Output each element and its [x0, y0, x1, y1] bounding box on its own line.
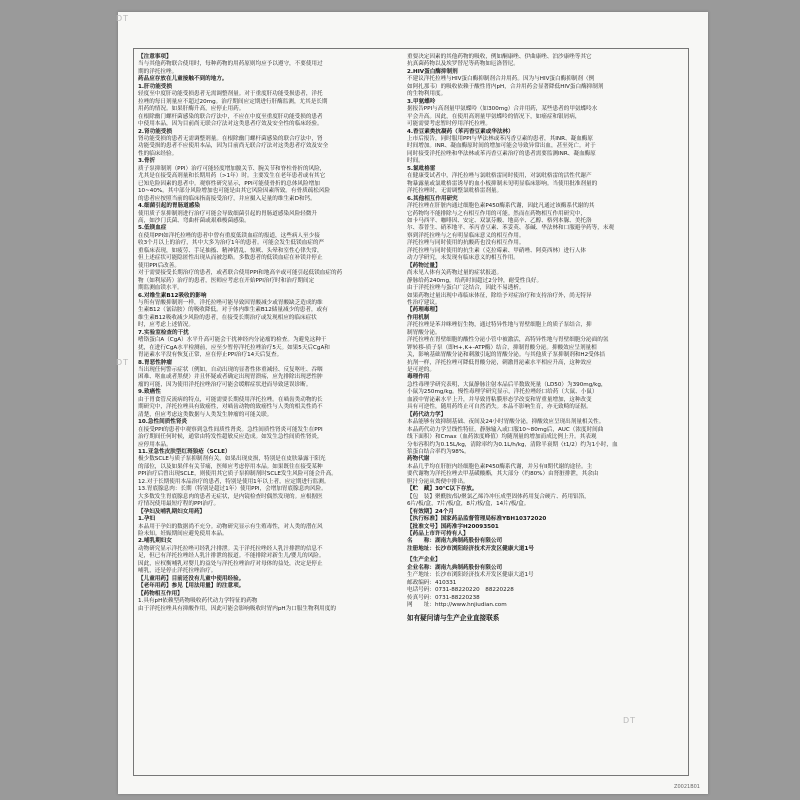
text-line: 但上述症状可能隐匿性出现从而被忽略。多数患者的低镁血症在补镁并停止: [138, 255, 323, 262]
text-line: 用药的情况。如果肝酶升高，应停止用药。: [138, 106, 245, 113]
text-line: 【生产企业】: [407, 557, 441, 564]
text-line: 8.胃恶性肿瘤: [138, 359, 172, 366]
text-line: 抗真菌药物以及埃罗替尼等药物如厄洛替尼。: [407, 61, 519, 68]
text-line: 不建议洋托拉唑与HIV蛋白酶抑制剂合并用药。因为与HIV蛋白酶抑制剂（例: [407, 76, 595, 83]
text-line: 时，应考虑上述情况。: [138, 322, 194, 329]
text-line: 9.致癌性: [138, 389, 161, 396]
text-line: 动力学研究，未发现有临床意义的相互作用。: [407, 255, 519, 262]
text-line: 洋托拉唑与同时使用的抗酸药也没有相互作用。: [407, 240, 525, 247]
text-line: 制胃酸分泌。: [407, 329, 441, 336]
text-line: 名 称：湖南九典制药股份有限公司: [407, 538, 503, 545]
text-line: 因此，应权衡哺乳对婴儿的益处与洋托拉唑治疗对母体的益处，决定是停止: [138, 560, 323, 567]
text-line: 高，如沙门氏菌、弯曲杆菌或艰难梭菌感染。: [138, 217, 250, 224]
text-line: 维生素B12吸收减少风险的患者，在接受长期治疗或发现相应的临床症状: [138, 314, 317, 321]
text-line: 收3个月以上的治疗，其中大多为治疗1年的患者。可能会发生低镁血症的严: [138, 240, 325, 247]
text-line: 10.急性间质性肾炎: [138, 419, 188, 426]
text-line: 生素B12（氰钴胺）的吸收降低。对于体内维生素B12储量减少的患者，或有: [138, 307, 328, 314]
text-line: 性治疗建议。: [407, 299, 441, 306]
text-line: 轻度至中度肝功能受损患者无需调整剂量。对于重度肝功能受损患者，洋托: [138, 91, 323, 98]
text-line: 瘤的可能，因为使用洋托拉唑治疗可能会缓解症状进而导致延误诊断。: [138, 381, 312, 388]
text-line: 2.HIV蛋白酶抑制剂: [407, 68, 458, 75]
text-line: 平会升高。因此，在使用高剂量甲氨蝶呤的情况下，如癌症和银屑病，: [407, 113, 581, 120]
text-line: 2.哺乳期妇女: [138, 538, 172, 545]
text-line: 6片/板/盒，7片/板/盒，8片/板/盒，14片/板/盒。: [407, 501, 530, 508]
text-line: 3.甲氨蝶呤: [407, 98, 436, 105]
text-line: 足，但已有洋托拉唑经人乳汁排泄的报道。不能排除对新生儿/婴儿的风险。: [138, 553, 325, 560]
text-line: 邮政编码：410331: [407, 579, 457, 586]
text-line: 【儿童用药】目前还没有儿童中使用经验。: [138, 575, 245, 582]
text-line: 险未知。妊娠期间应避免使用本品。: [138, 531, 228, 537]
text-line: 期研究中，洋托拉唑具有致癌性，对啮齿动物的致癌性与人类的相关性尚不: [138, 404, 323, 411]
text-line: 【包 装】聚酰胺/铝/聚氯乙烯冷冲压成型固体药用复合硬片、药用铝箔，: [407, 493, 590, 500]
text-line: 重要决定因素的其他药物的吸收，例如酮康唑、伊曲康唑、泊沙康唑等其它: [407, 54, 592, 60]
text-line: 毒理作用: [407, 374, 430, 381]
text-line: 扰，在进行CgA水平检测前，应至少暂停洋托拉唑治疗5天。如果5天后CgA和: [138, 344, 330, 351]
text-line: 1.肝功能受损: [138, 83, 172, 90]
text-line: 洋托拉唑是苯并咪唑衍生物，通过特异性地与胃壁细胞上的质子泵结合，抑: [407, 322, 592, 329]
text-line: 胃泌素水平没有恢复正常，应在停止PPI治疗14天后复查。: [138, 352, 283, 359]
text-line: 肾功能受损的患者无需调整剂量。在根除幽门螺杆菌感染的联合疗法中，肾: [138, 135, 323, 142]
text-line: 【执行标准】国家药品监督管理局标准YBH10372020: [407, 516, 547, 523]
text-line: 由于洋托拉唑与蛋白广泛结合，因此不易透析。: [407, 285, 525, 292]
text-line: 注册地址：长沙市浏阳经济技术开发区健康大道1号: [407, 545, 534, 552]
text-line: 具有可逆性，随用药终止可自然消失。本品不影响生育，亦无致畸的证据。: [407, 404, 592, 411]
text-line: 极少数SCLE与质子泵抑制剂有关。如果出现皮损，特别是在皮肤暴露于阳光: [138, 456, 326, 463]
text-line: 洋托拉唑与同时使用的抗生素（克拉霉素、甲硝唑、阿莫西林）进行人体: [407, 247, 587, 254]
text-line: 嗜铬蛋白A（CgA）水平升高可能会干扰神经内分泌瘤的检查。为避免这种干: [138, 337, 327, 344]
text-line: 拉唑的每日剂量应不超过20mg。治疗期间应定期进行肝酶监测，尤其是长期: [138, 98, 328, 105]
text-line: 重临床表现，如疲劳、手足抽搐、精神错乱、惊厥、头晕和室性心律失常，: [138, 247, 323, 254]
text-line: 据报告PPI与高剂量甲氨蝶呤（如300mg）合并用药，某些患者的甲氨蝶呤水: [407, 106, 598, 113]
text-line: 企业名称：湖南九典制药股份有限公司: [407, 564, 503, 571]
text-line: 药物代谢: [407, 456, 430, 463]
watermark-top-left: DT: [116, 14, 130, 23]
text-line: 【注意事项】: [138, 54, 172, 60]
text-line: 1.孕妇: [138, 516, 156, 523]
text-line: 由于胃食管反流病的特点，可能需要长期使用洋托拉唑。在啮齿类动物的长: [138, 396, 323, 403]
text-line: 5.低镁血症: [138, 225, 167, 232]
text-line: 【贮 藏】30℃以下存放。: [407, 486, 478, 493]
text-line: 2.肾功能受损: [138, 128, 172, 135]
text-line: 对于需要接受长期治疗的患者，或者联合使用PPI和地高辛或可能引起低镁血症的药: [138, 270, 343, 277]
text-line: 与所有胃酸抑制剂一样，洋托拉唑可能导致因胃酸减少或胃酸缺乏造成的维: [138, 299, 323, 306]
text-line: 生产地址：长沙市浏阳经济技术开发区健康大道1号: [407, 572, 534, 579]
text-line: 的生物利用度。: [407, 91, 447, 98]
text-line: 分布容积约为0.15L/kg，清除率约为0.1L/h/kg，清除半衰期（t1/2）约为1小时，血: [407, 441, 618, 448]
right-column: [407, 54, 681, 770]
text-line: 【药理毒理】: [407, 307, 441, 314]
text-line: 传真号码：0731-88220238: [407, 594, 480, 601]
serial-code: Z0021B01: [674, 784, 700, 790]
text-line: 疗情况使用最短疗程的PPI治疗。: [138, 501, 220, 508]
text-line: 大多数发生胃底腺息肉的患者无症状，是内镜检查时偶然发现的。应根据医: [138, 493, 323, 500]
text-line: 静脉给药240mg，给药时间超过2分钟，耐受性良好。: [407, 277, 543, 284]
text-line: 期的洋托拉唑。: [138, 68, 178, 75]
text-line: 7.实验室检查的干扰: [138, 329, 189, 336]
text-line: 【药物相互作用】: [138, 590, 183, 597]
text-line: 尚未见人体有关药物过量的症状报道。: [407, 270, 503, 277]
text-line: 【药代动力学】: [407, 411, 447, 418]
text-line: 电话号码：0731-88220220 88220228: [407, 587, 514, 594]
text-line: 时间增加。INR、凝血酶原时间的增加可能会导致异常出血，甚至死亡。对于: [407, 143, 596, 150]
text-line: 抗剂一样，洋托拉唑可降低胃酸分泌，刺激胃泌素水平相应升高，这种效应: [407, 359, 592, 366]
text-line: 察到洋托拉唑与之有明显临床意义的相互作用。: [407, 232, 525, 239]
text-line: 6.其他相互作用研究: [407, 195, 458, 202]
package-insert-sheet: [118, 12, 708, 794]
text-line: 10~40%。其中部分风险增加也可能是由其它风险因素所致。有骨质疏松风险: [138, 188, 331, 195]
text-line: 上市后报告，同时服用PPI与华法林或苯丙香豆素的患者，其INR、凝血酶原: [407, 135, 593, 142]
text-line: 质子泵抑制剂（PPI）治疗可能轻度增加髋关节、腕关节和脊柱骨折的风险，: [138, 165, 326, 172]
text-line: 中使用本品，因为目前尚无联合疗法对这类患者疗效及安全性的临床经验。: [138, 121, 323, 128]
text-line: 【批准文号】国药准字H20093501: [407, 523, 499, 530]
text-line: 洋托拉唑时，无需调整氯吡格雷剂量。: [407, 188, 503, 195]
text-line: 性的临床经验。: [138, 150, 178, 157]
text-line: 网 址：http://www.hnjiudian.com: [407, 602, 507, 609]
text-line: 尔、萘普生、硝苯地平、苯丙香豆素、苯妥英、茶碱、华法林和口服避孕药等，未观: [407, 225, 614, 232]
text-line: 13.胃底腺息肉：长期（特别是超过1年）使用PPI，会增加胃底腺息肉风险。: [138, 486, 327, 493]
text-line: 当出现任何警示症状（例如，自动出现的显著性体重减轻、反复呕吐、吞咽: [138, 367, 323, 374]
text-line: 药品应存放在儿童接触不到的地方。: [138, 76, 228, 83]
text-line: 【有效期】24个月: [407, 508, 454, 515]
text-line: 时间。: [407, 158, 424, 165]
text-line: 物暴露量或氯吡格雷诱导的血小板抑制未见明显临床影响。当使用批准剂量的: [407, 180, 598, 187]
text-line: 洋托拉唑在胃壁细胞的酸性分泌小管中被激活，高特异性地与胃壁细胞分泌面的氢: [407, 337, 609, 344]
text-line: 清楚，但应考虑这类数据与人类发生肿瘤的可能关联。: [138, 411, 273, 418]
text-line: 尤其是在接受高剂量和长期用药（>1年）时。主要发生在老年患者或有其它: [138, 173, 326, 180]
text-line: 【药物过量】: [407, 262, 441, 269]
text-line: 当与其他药物联合使用时，每种药物的用药原则均应予以遵守，不要使用过: [138, 61, 323, 68]
text-line: 在健康受试者中，洋托拉唑与氯吡格雷同时使用，对氯吡格雷的活性代谢产: [407, 173, 592, 180]
text-line: 已知危险因素的患者中。观察性研究显示，PPI可能使骨折的总体风险增加: [138, 180, 320, 187]
text-line: 如卡马西平、咖啡因、安定、双氯芬酸、地高辛、乙醇、格列本脲、美托洛: [407, 217, 592, 224]
text-line: 期监测血镁水平。: [138, 285, 183, 292]
text-line: 胆汁分泌从粪便中排出。: [407, 478, 469, 485]
left-column: [138, 54, 400, 770]
text-line: 3.骨折: [138, 158, 156, 165]
text-line: 作用机制: [407, 314, 430, 321]
text-line: 在接受PPI的患者中观察到急性间质性肾炎。急性间质性肾炎可能发生在PPI: [138, 426, 323, 433]
text-line: 线下面积）和Cmax（血药浓度峰值）均随剂量的增加而成比例上升。其表观: [407, 434, 597, 441]
text-line: 的患者应按照当前的临床指南接受治疗，并应摄入足量的维生素D和钙。: [138, 195, 316, 202]
text-line: 11.亚急性皮肤型红斑狼疮（SCLE）: [138, 449, 231, 456]
text-line: 如有疑问请与生产企业直接联系: [407, 613, 500, 622]
text-line: 4.细菌引起的胃肠道感染: [138, 203, 200, 210]
text-line: 功能受损的患者不应使用本品，因为目前尚无联合疗法对这类患者疗效及安全: [138, 143, 329, 150]
text-line: 可能需要考虑暂时停用洋托拉唑。: [407, 121, 491, 128]
text-line: 本品能够有效抑制基础、夜间及24小时胃酸分泌，抑酸效应呈现出剂量相关性。: [407, 419, 605, 426]
text-line: 要代谢物为洋托拉唑去甲基磺酸酯，其大部分（约80%）由肾脏排泄，其余由: [407, 471, 599, 478]
text-line: 使用PPI后改善。: [138, 262, 180, 269]
text-line: 关，影响基础胃酸分泌和刺激引起的胃酸分泌。与其他质子泵抑制剂和H2受体拮: [407, 352, 605, 359]
watermark-bottom-right: DT: [623, 716, 637, 725]
text-line: 5.氯吡格雷: [407, 165, 436, 172]
text-line: 哺乳，还是停止洋托拉唑治疗。: [138, 568, 217, 575]
text-line: 钾转移-质子泵（即H+,K+-ATP酶）结合，抑制胃酸分泌。抑酸效应呈剂量相: [407, 344, 597, 351]
text-line: 如阿扎那韦）的吸收依赖于酸性胃内pH，合并用药会显著降低HIV蛋白酶抑制剂: [407, 83, 604, 90]
text-line: 困难、呕血或者黑便）并且怀疑或者确定出现胃溃疡，应先排除出现恶性肿: [138, 374, 323, 381]
text-line: 如果药物过量出现中毒临床体征，除给予对症治疗和支持治疗外，尚无特异: [407, 292, 592, 299]
text-line: 【孕妇及哺乳期妇女用药】: [138, 508, 206, 515]
text-line: 的部位，以及如果伴有关节痛，医师应考虑停用本品。如果既往在接受某种: [138, 463, 323, 470]
text-line: 治疗期间任何时候，通常由特发性超敏反应造成。如发生急性间质性肾炎，: [138, 434, 323, 441]
text-line: 本品几乎均在肝脏内经细胞色素P450酶系代谢，并另有II期代谢的途径。主: [407, 463, 593, 470]
watermark-left: DT: [116, 358, 130, 367]
text-line: 本品用于孕妇的数据尚不充分。动物研究显示有生殖毒性，对人类的潜在风: [138, 523, 323, 530]
text-line: 在使用PPI如洋托拉唑的患者中曾有重度低镁血症的报道，这些病人至少接: [138, 232, 320, 239]
text-line: 应停用本品。: [138, 441, 172, 448]
text-line: 急性毒理学研究表明，大鼠静脉注射本品后半数致死量（LD50）为390mg/kg，: [407, 381, 607, 388]
text-line: 浆蛋白结合率约为98%。: [407, 449, 470, 456]
text-line: 动物研究显示洋托拉唑可经乳汁排泄。关于洋托拉唑经人乳汁排泄的信息不: [138, 545, 323, 552]
text-line: 1.具有pH依赖型药物吸收药代动力学特征的药物: [138, 598, 258, 605]
text-line: 6.对维生素B12吸收的影响: [138, 292, 207, 299]
text-line: 使用质子泵抑制剂进行治疗可能会导致细菌引起的胃肠道感染风险轻微升: [138, 210, 318, 217]
text-line: 血液中胃泌素水平上升，并导致胃粘膜形态学改变和胃重量增加，这种改变: [407, 396, 592, 403]
text-line: 同时接受洋托拉唑和华法林或苯丙香豆素治疗的患者需要监测INR、凝血酶原: [407, 150, 596, 157]
text-line: 是可逆的。: [407, 367, 435, 374]
text-line: 【药品上市许可持有人】: [407, 531, 469, 537]
text-line: 【老年用药】参见【用法用量】的注意项。: [138, 583, 245, 590]
text-line: 4.香豆素类抗凝药（苯丙香豆素或华法林）: [407, 128, 514, 135]
text-line: 在根除幽门螺杆菌感染的联合疗法中，不应在中度至重度肝功能受损的患者: [138, 113, 323, 120]
text-line: 小鼠为250mg/kg。慢性毒理学研究显示，洋托拉唑经口给药（大鼠、小鼠）: [407, 389, 598, 396]
text-line: 本品药代动力学呈线性特征，静脉输入或口服10~80mg后，AUC（浓度时间曲: [407, 426, 604, 433]
text-line: 它药物均不能排除与之有相互作用的可能。然而在药物相互作用研究中，: [407, 210, 587, 217]
text-line: 物（如利尿药）治疗的患者，医师应考虑在开始PPI治疗时和治疗期间定: [138, 277, 315, 284]
text-line: 由于洋托拉唑具有抑酸作用，因此可能会影响吸收时胃内pH为口服生物利用度的: [138, 605, 336, 612]
text-line: 12.对于长期使用本品治疗的患者，特别是使用1年以上者，应定期进行监测。: [138, 478, 330, 485]
text-line: PPI治疗后曾出现SCLE，则使用其它质子泵抑制剂时SCLE发生风险可能会升高。: [138, 471, 337, 478]
text-line: 洋托拉唑在肝脏内通过细胞色素P450酶系代谢，因此凡通过该酶系代谢的其: [407, 203, 595, 210]
